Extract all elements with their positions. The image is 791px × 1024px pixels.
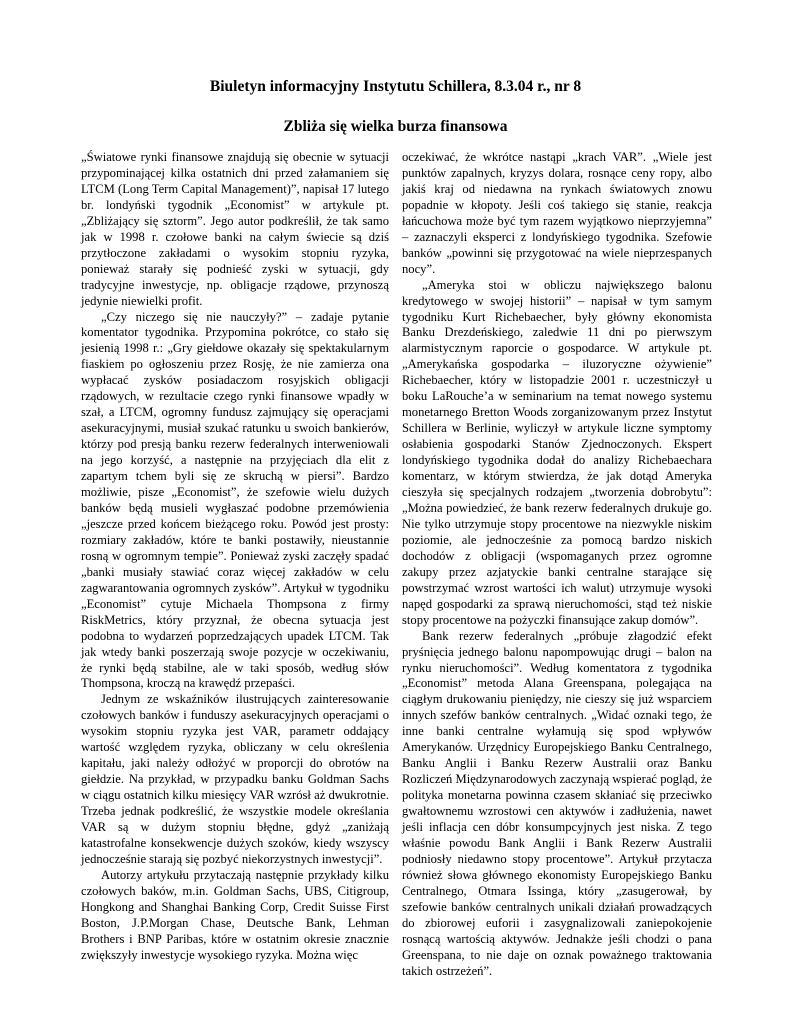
paragraph: oczekiwać, że wkrótce nastąpi „krach VAR”. „Wiele jest punktów zapalnych, kryzys dolara, rosnące ceny ropy, albo jakiś kraj od niedawna na rynkach światowych znowu popadnie w kłopoty. Jeśli coś takiego się stanie, reakcja łańcuchowa może być tym razem wyjątkowo nieprzyjemna” – zaznaczyli eksperci z londyńskiego tygodnika. Szefowie banków „powinni się przygotować na wiele nieprzespanych nocy”.	[402, 150, 712, 276]
paragraph: „Czy niczego się nie nauczyły?” – zadaje pytanie komentator tygodnika. Przypomina pokrótce, co stało się jesienią 1998 r.: „Gry giełdowe okazały się spektakularnym fiaskiem po ogłoszeniu przez Rosję, że nie zamierza ona wypłacać zysków posiadaczom rosyjskich obligacji rządowych, w rezultacie czego rynki finansowe wpadły w szał, a LTCM, ogromny fundusz zajmujący się operacjami asekuracyjnymi, musiał szukać ratunku u swoich bankierów, którzy pod presją banku rezerw federalnych interweniowali na jego korzyść, a następnie na przyjęciach dla elit z zapartym tchem byli się ze skruchą w piersi”. Bardzo możliwie, pisze „Economist”, że szefowie wielu dużych banków będą musieli wygłaszać podobne przemówienia „jeszcze przed końcem bieżącego roku. Powód jest prosty: rozmiary zakładów, które te banki postawiły, nieustannie rosną w ogromnym tempie”. Ponieważ zyski zaczęły spadać „banki musiały stawiać coraz więcej zakładów w celu zagwarantowania ogromnych zysków”. Artykuł w tygodniku „Economist” cytuje Michaela Thompsona z firmy RiskMetrics, który przyznał, że obecna sytuacja jest podobna to wydarzeń poprzedzających upadek LTCM. Tak jak wtedy banki poszerzają swoje pozycje w oczekiwaniu, że rynki będą stabilne, ale w taki sposób, według słów Thompsona, kroczą na krawędź przepaści.	[81, 309, 389, 691]
paragraph: „Ameryka stoi w obliczu największego balonu kredytowego w swojej historii” – napisał w tym samym tygodniku Kurt Richebaecher, były główny ekonomista Banku Drezdeńskiego, zaledwie 11 dni po pierwszym alarmistycznym raporcie o gospodarce. W artykule pt. „Amerykańska gospodarka – iluzoryczne ożywienie” Richebaecher, który w listopadzie 2001 r. uczestniczył u boku LaRouche’a w seminarium na temat nowego systemu monetarnego Bretton Woods zorganizowanym przez Instytut Schillera w Berlinie, wyliczył w artykule liczne symptomy osłabienia gospodarki Stanów Zjednoczonych. Ekspert londyńskiego tygodnika dodał do analizy Richebaechara komentarz, w którym stwierdza, że jak dotąd Ameryka cieszyła się specjalnych rodzajem „tworzenia dobrobytu”: „Można powiedzieć, że bank rezerw federalnych drukuje go. Nie tylko utrzymuje stopy procentowe na niezwykle niskim poziomie, ale jednocześnie za pomocą bardzo niskich dochodów z obligacji (wspomaganych przez ogromne zakupy przez azjatyckie banki centralne starające się powstrzymać wzrost wartości ich walut) utrzymuje wysoki napęd gospodarki za sprawą nieruchomości, stąd też niskie stopy procentowe na pożyczki finansujące zakup domów”.	[402, 277, 712, 627]
paragraph: Autorzy artykułu przytaczają następnie przykłady kilku czołowych baków, m.in. Goldman Sachs, UBS, Citigroup, Hongkong and Shanghai Banking Corp, Credit Suisse First Boston, J.P.Morgan Chase, Deutsche Bank, Lehman Brothers i BNP Paribas, które w ostatnim okresie znacznie zwiększyły inwestycje wysokiego ryzyka. Można więc	[81, 867, 389, 962]
right-column	[402, 150, 712, 980]
bulletin-header: Biuletyn informacyjny Instytutu Schillera, 8.3.04 r., nr 8	[209, 78, 582, 95]
paragraph: Jednym ze wskaźników ilustrujących zainteresowanie czołowych banków i funduszy asekuracyjnych operacjami o wysokim stopniu ryzyka jest VAR, parametr oddający wartość względem ryzyka, obliczany w celu określenia kapitału, jaki należy odłożyć w proporcji do obrotów na giełdzie. Na przykład, w przypadku banku Goldman Sachs w ciągu ostatnich kilku miesięcy VAR wzrósł aż dwukrotnie. Trzeba jednak podkreślić, że wszystkie modele określania VAR są w dużym stopniu błędne, gdyż „zaniżają katastrofalne konsekwencje dużych szoków, kiedy wszyscy jednocześnie starają się pozbyć niekorzystnych inwestycji”.	[81, 692, 389, 866]
paragraph: Bank rezerw federalnych „próbuje złagodzić efekt pryśnięcia jednego balonu napompowując drugi – balon na rynku nieruchomości”. Według komentatora z tygodnika „Economist” metoda Alana Greenspana, polegająca na ciągłym drukowaniu pieniędzy, nie cieszy się już wsparciem innych szefów banków centralnych. „Widać oznaki tego, że inne banki centralne wyłamują się spod wpływów Amerykanów. Urzędnicy Europejskiego Banku Centralnego, Banku Anglii i Banku Rezerw Australii oraz Banku Rozliczeń Międzynarodowych zaczynają wspierać pogląd, że polityka monetarna powinna czasem skłaniać się przeciwko gwałtownemu wzrostowi cen aktywów i zadłużenia, nawet jeśli inflacja cen dóbr konsumpcyjnych jest niska. Z tego właśnie powodu Bank Anglii i Bank Rezerw Australii podniosły niedawno stopy procentowe”. Artykuł przytacza również słowa głównego ekonomisty Europejskiego Banku Centralnego, Otmara Issinga, który „zasugerował, by szefowie banków centralnych unikali działań prowadzących do zbiorowej euforii i zasygnalizowali zaniepokojenie rosnącą wartością aktywów. Jednakże jeśli chodzi o pana Greenspana, to nie daje on oznak poważnego traktowania takich ostrzeżeń”.	[402, 628, 712, 978]
paragraph: „Światowe rynki finansowe znajdują się obecnie w sytuacji przypominającej kilka ostatnich dni przed załamaniem się LTCM (Long Term Capital Management)”, napisał 17 lutego br. londyński tygodnik „Economist” w artykule pt. „Zbliżający się sztorm”. Jego autor podkreślił, że tak samo jak w 1998 r. czołowe banki na całym świecie są dziś przytłoczone zakładami o wysokim stopniu ryzyka, ponieważ starały się podnieść zyski w sytuacji, gdy tradycyjne inwestycje, np. obligacje rządowe, przynoszą jedynie niewielki profit.	[81, 150, 389, 308]
article-title: Zbliża się wielka burza finansowa	[283, 118, 508, 135]
left-column	[81, 150, 389, 964]
